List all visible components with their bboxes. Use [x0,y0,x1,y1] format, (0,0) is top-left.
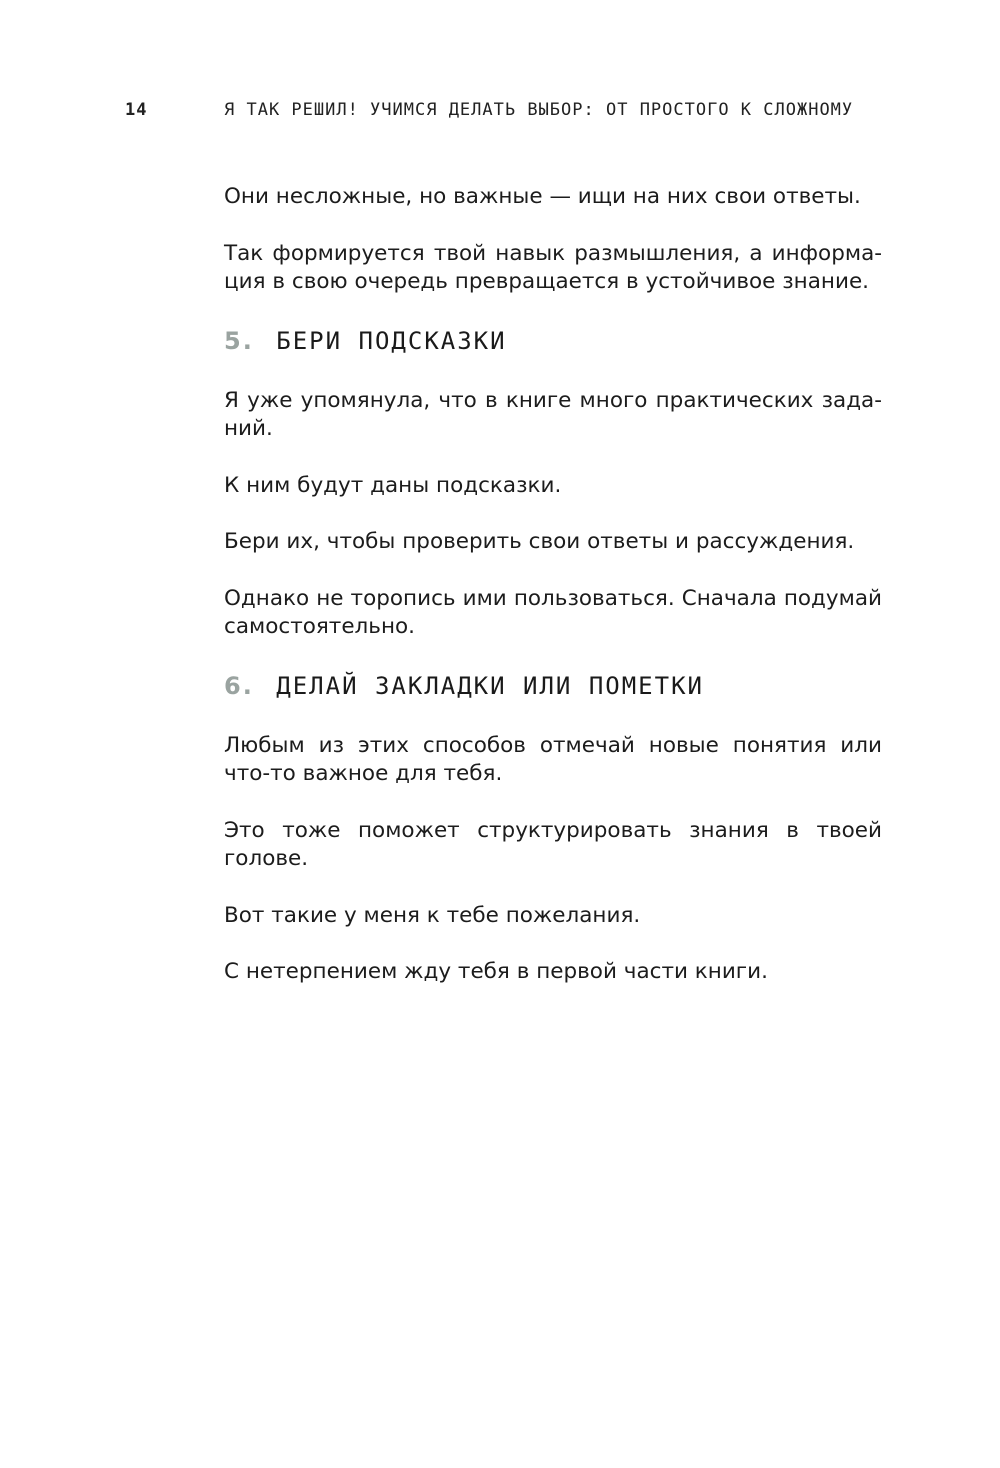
section-5-paragraph-2: К ним будут даны подсказки. [224,472,562,498]
section-6-paragraph-4: С нетерпением жду тебя в первой части книги. [224,959,768,984]
page-content [224,183,882,1015]
running-head [125,100,900,128]
section-6-paragraph-1: Любым из этих способов отмечай новые понятия или что-то важное для тебя. [224,732,882,786]
running-title: Я ТАК РЕШИЛ! УЧИМСЯ ДЕЛАТЬ ВЫБОР: ОТ ПРОСТОГО К СЛОЖНОМУ [224,100,854,120]
section-6-paragraph-3: Вот такие у меня к тебе пожелания. [224,902,641,928]
section-6-title: ДЕЛАЙ ЗАКЛАДКИ ИЛИ ПОМЕТКИ [276,671,704,700]
section-6-paragraph-2: Это тоже поможет структурировать знания в твоей голове. [224,817,882,871]
page-number: 14 [125,100,148,120]
section-5-title: БЕРИ ПОДСКАЗКИ [276,326,507,355]
section-5-paragraph-1: Я уже упомянула, что в книге много практических зада-ний. [224,387,882,441]
intro-paragraph-2: Так формируется твой навык размышления, а информа-ция в свою очередь превращается в устойчивое знание. [224,240,882,294]
section-5-paragraph-4: Однако не торопись ими пользоваться. Сначала подумай самостоятельно. [224,585,882,639]
section-5-paragraph-3: Бери их, чтобы проверить свои ответы и рассуждения. [224,529,855,554]
section-6-heading [224,670,882,702]
section-5-heading [224,325,882,357]
section-6-number: 6. [224,671,254,700]
section-5-number: 5. [224,326,254,355]
intro-paragraph-1: Они несложные, но важные — ищи на них свои ответы. [224,184,861,209]
